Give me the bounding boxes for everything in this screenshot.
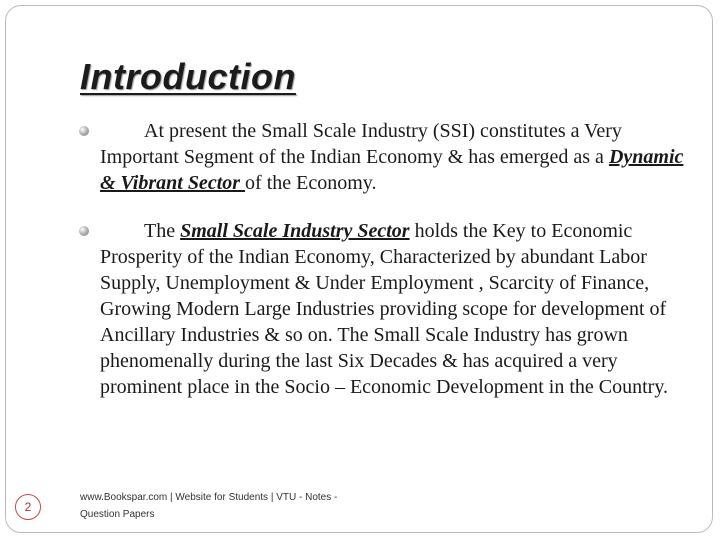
bullet-1-text-end: of the Economy. <box>245 172 377 194</box>
page-number-badge: 2 <box>15 494 41 520</box>
footer-text: www.Bookspar.com | Website for Students | VTU - Notes - Question Papers <box>80 492 338 520</box>
bullet-item-2 <box>78 218 684 400</box>
bullet-icon <box>79 126 89 136</box>
bullet-icon <box>79 226 89 236</box>
bullet-item-1 <box>78 118 684 196</box>
bullet-2-text: The <box>144 220 181 242</box>
bullet-1-text: At present the Small Scale Industry (SSI) constitutes a Very Important Segment of the Indian Economy & has emerged as a <box>100 120 622 168</box>
bullet-2-emphasis: Small Scale Industry Sector <box>180 220 410 242</box>
bullet-1-emphasis: Dynamic & Vibrant Sector <box>100 146 684 194</box>
bullet-list <box>78 118 684 400</box>
bullet-2-text-end: holds the Key to Economic Prosperity of the Indian Economy, Characterized by abundant Labor Supply, Unemployment & Under Employment , Scarcity of Finance, Growing Modern Large Industries providing scope for development of Ancillary Industries & so on. The Small Scale Industry has grown phenomenally during the last Six Decades & has acquired a very prominent place in the Socio – Economic Development in the Country. <box>100 220 669 398</box>
slide-title: Introduction <box>80 56 296 97</box>
